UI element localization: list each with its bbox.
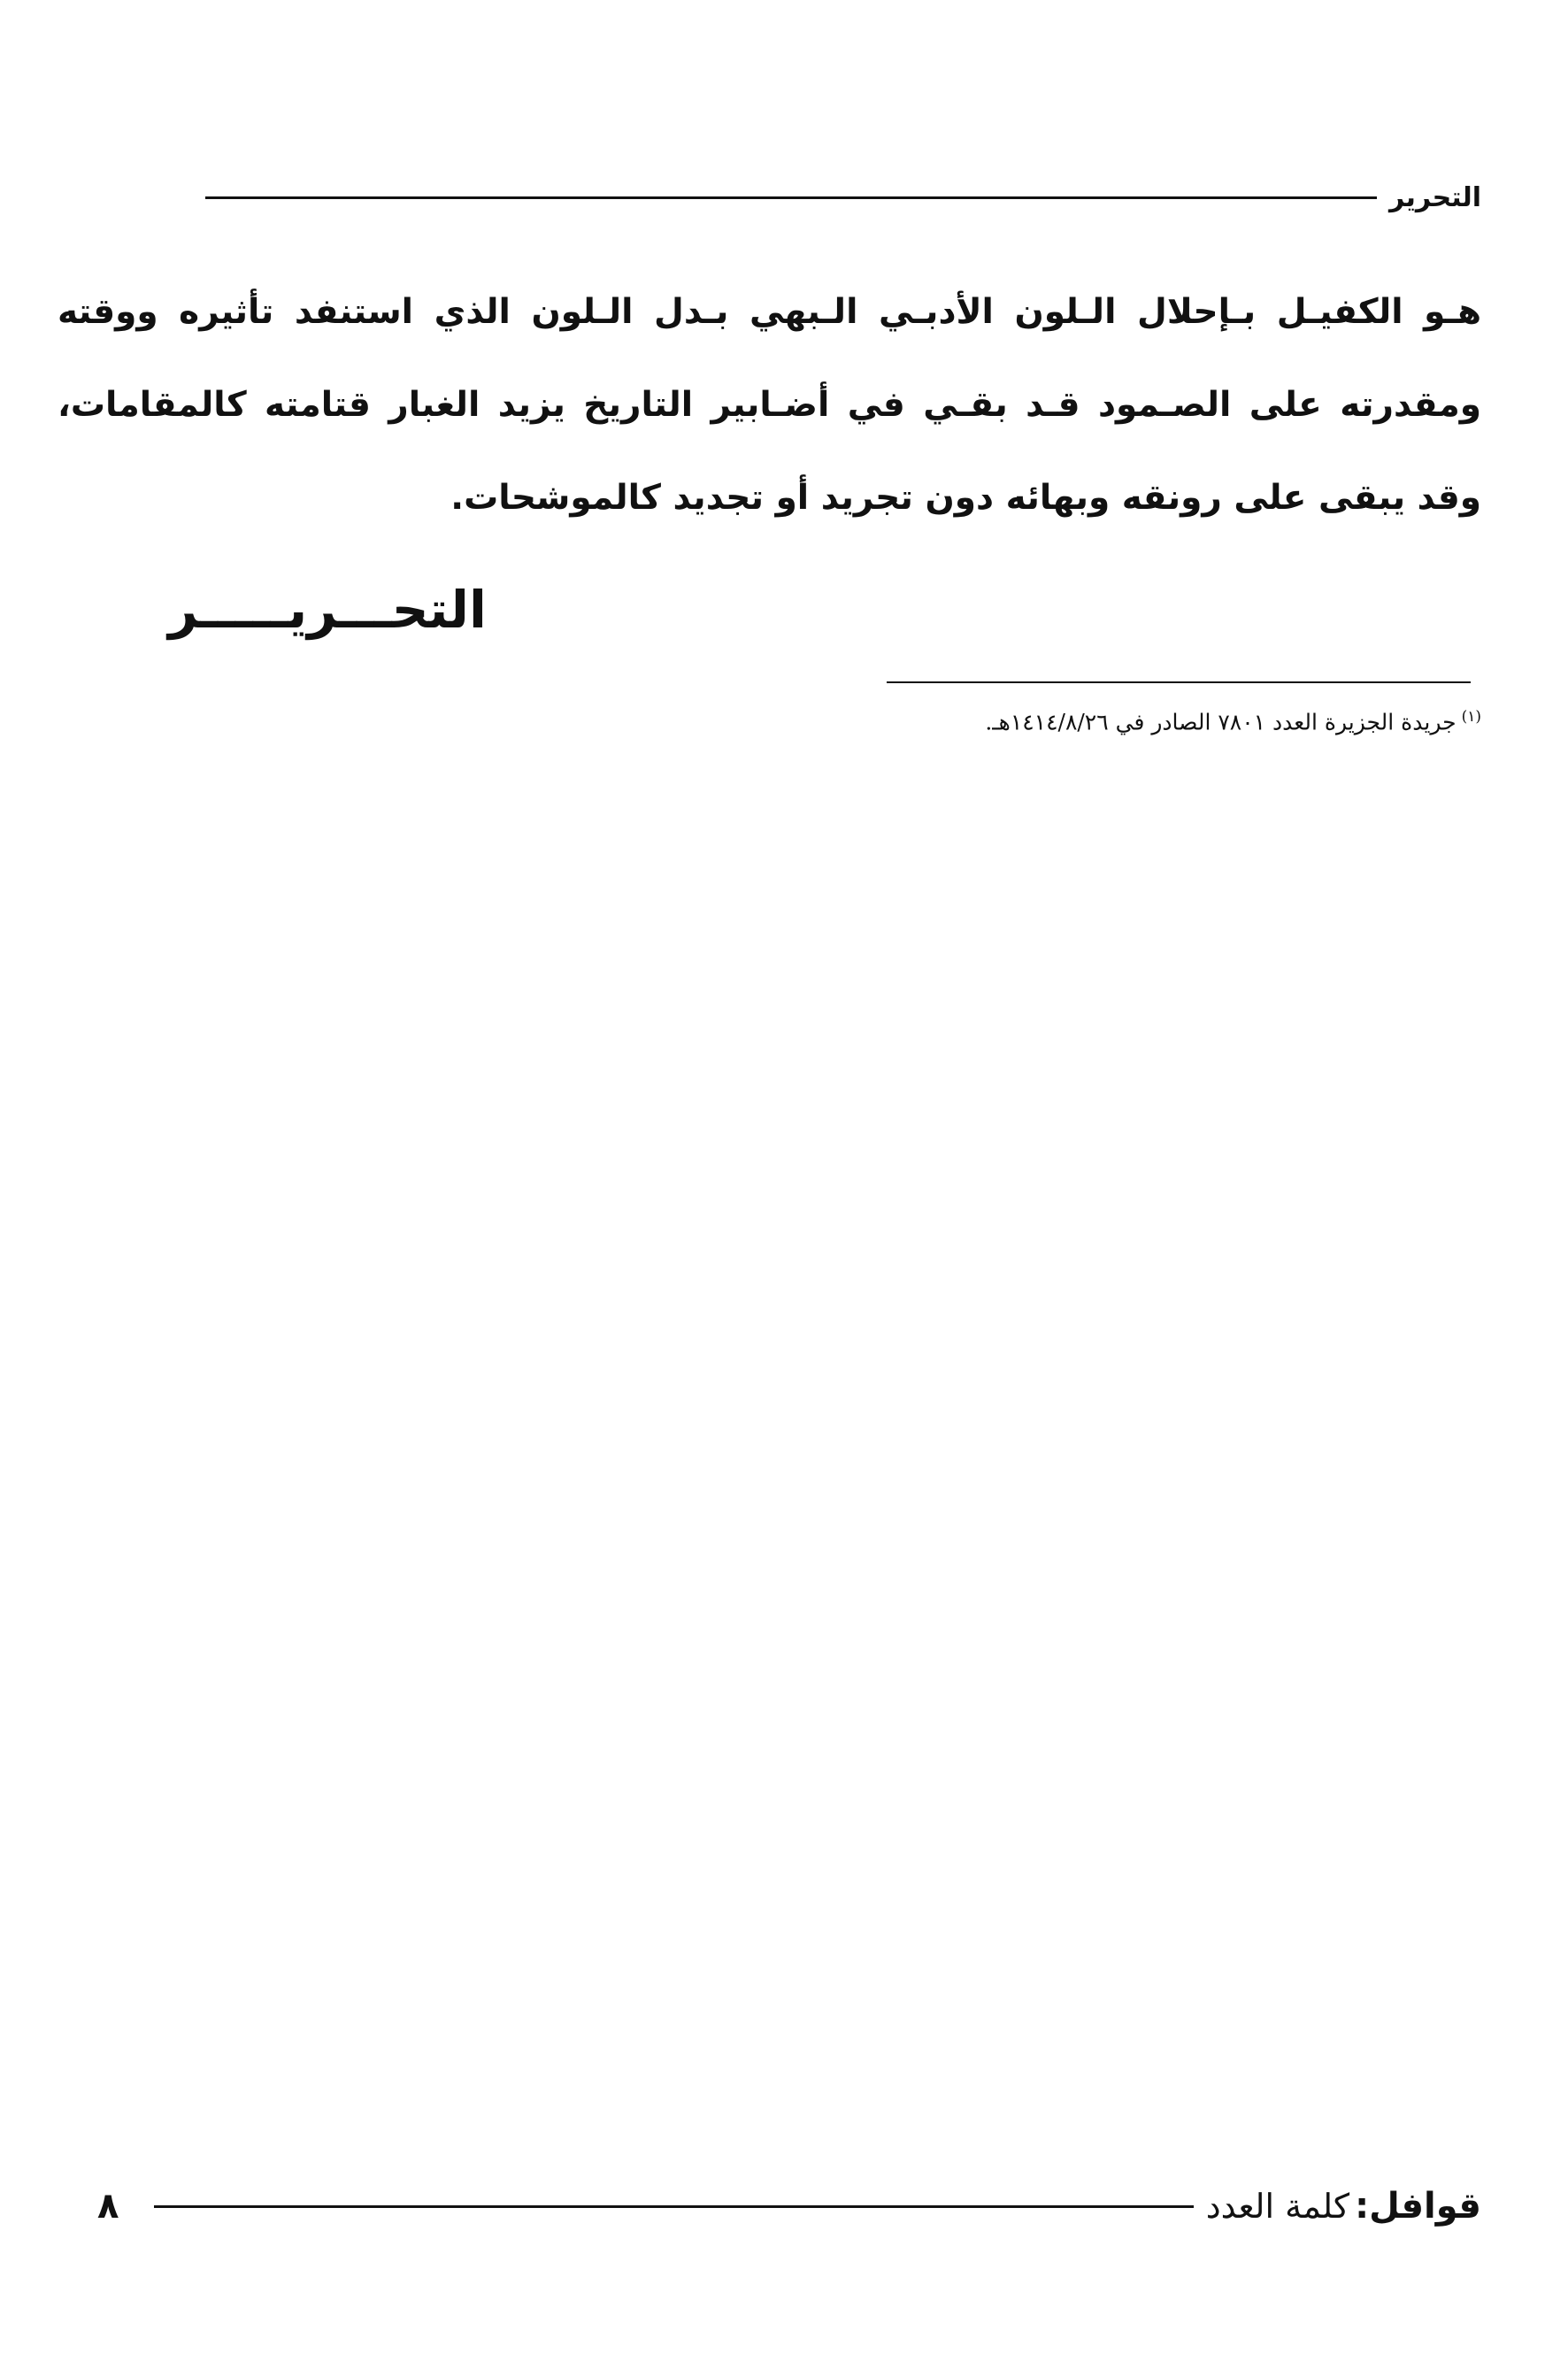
footnote-marker: (١) [1461,708,1481,726]
publication-name: قوافل: [1355,2186,1481,2227]
header-rule [205,196,1377,199]
page-footer [97,2186,1481,2227]
running-header [205,182,1481,213]
section-title: التحرير [1388,182,1481,213]
footer-rule [154,2205,1193,2208]
footnote-rule [887,681,1471,683]
issue-label: كلمة العدد [1205,2187,1350,2226]
signature: التحـــريـــــر [168,580,487,640]
footnote-text: جريدة الجزيرة العدد ٧٨٠١ الصادر في ١٤١٤/٨/٢٦هـ. [985,709,1457,735]
body-paragraph: هـو الكفيـل بـإحلال الـلون الأدبـي الـبهي بـدل الـلون الذي استنفد تأثيره ووقته ومقدرته على الصـمود قـد بقـي في أضـابير التاريخ يزيد الغبار قتامته كالمقامات، وقد يبقى على رونقه وبهائه دون تجريد أو تجديد كالموشحات. [58,292,1481,518]
footnote [985,708,1481,735]
page-number: ٨ [97,2186,119,2227]
